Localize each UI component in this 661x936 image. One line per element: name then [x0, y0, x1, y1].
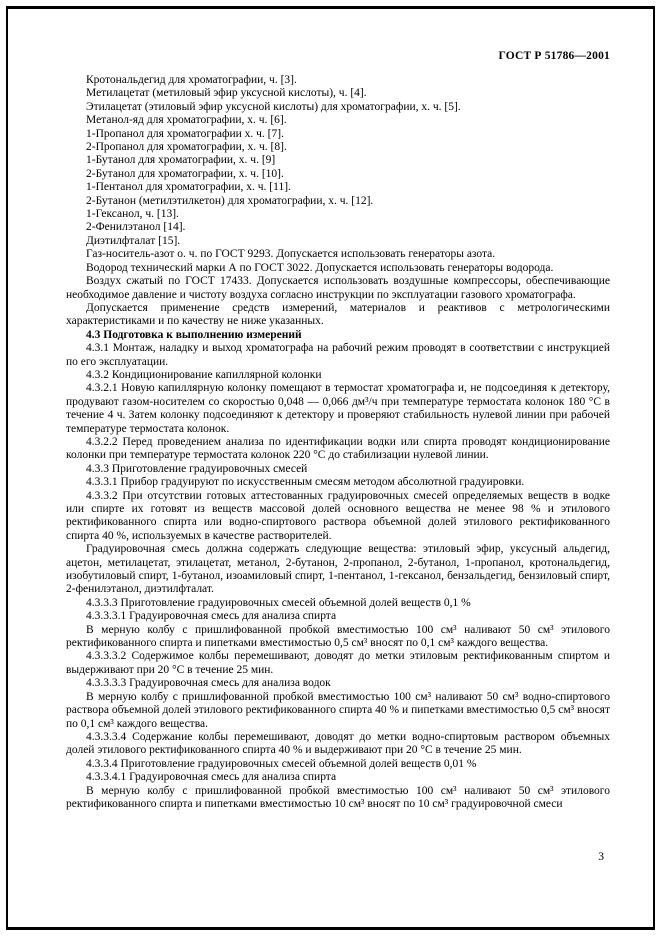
- paragraph: Воздух сжатый по ГОСТ 17433. Допускается использовать воздушные компрессоры, обеспечивающие необходимое давление и чистоту воздуха согласно инструкции по эксплуатации газового хроматографа.: [66, 275, 610, 301]
- paragraph: Водород технический марки А по ГОСТ 3022. Допускается использовать генераторы водорода.: [86, 261, 554, 274]
- paragraph: 1-Пентанол для хроматографии, х. ч. [11].: [86, 181, 291, 194]
- paragraph: Газ-носитель-азот о. ч. по ГОСТ 9293. Допускается использовать генераторы азота.: [86, 248, 496, 261]
- paragraph: 4.3.3.3 Приготовление градуировочных смесей объемной долей веществ 0,1 %: [86, 596, 471, 609]
- paragraph: В мерную колбу с пришлифованной пробкой вместимостью 100 см³ наливают 50 см³ этилового ректификованного спирта и пипетками вместимостью 10 см³ вносят по 10 см³ градуировочной смеси: [66, 784, 610, 810]
- paragraph: 2-Бутанон (метилэтилкетон) для хроматографии, х. ч. [12].: [86, 194, 374, 207]
- paragraph: 4.3.3.3.2 Содержимое колбы перемешивают, доводят до метки этиловым ректификованным спиртом и выдерживают при 20 °С в течение 25 мин.: [66, 650, 610, 676]
- paragraph: Метилацетат (метиловый эфир уксусной кислоты), ч. [4].: [86, 87, 367, 100]
- paragraph: Метанол-яд для хроматографии, х. ч. [6].: [86, 114, 287, 127]
- paragraph: 4.3.2.1 Новую капиллярную колонку помещают в термостат хроматографа и, не подсоединяя к детектору, продувают газом-носителем со скоростью 0,048 — 0,066 дм³/ч при температуре термостата колонок 180 °С в течение 4 ч. Затем колонку подсоединяют к детектору и проверяют стабильность нулевой линии при рабочей температуре термостата колонок.: [66, 382, 610, 435]
- paragraph: Кротональдегид для хроматографии, ч. [3].: [86, 74, 297, 86]
- section-heading: 4.3 Подготовка к выполнению измерений: [86, 328, 302, 341]
- paragraph: Диэтилфталат [15].: [86, 234, 181, 247]
- paragraph: Допускается применение средств измерений, материалов и реактивов с метрологическими характеристиками и по качеству не ниже указанных.: [66, 301, 610, 328]
- paragraph: В мерную колбу с пришлифованной пробкой вместимостью 100 см³ наливают 50 см³ этилового ректификованного спирта и пипетками вместимостью 0,5 см³ вносят по 0,1 см³ каждого вещества.: [66, 623, 610, 650]
- paragraph: В мерную колбу с пришлифованной пробкой вместимостью 100 см³ наливают 50 см³ водно-спиртового раствора объемной долей этилового ректификованного спирта 40 % и пипетками вместимостью 0,5 см³ вносят по 0,1 см³ каждого вещества.: [66, 690, 610, 730]
- paragraph: 1-Бутанол для хроматографии, х. ч. [9]: [86, 154, 276, 167]
- paragraph: 4.3.3.1 Прибор градуируют по искусственным смесям методом абсолютной градуировки.: [86, 476, 525, 489]
- paragraph: Этилацетат (этиловый эфир уксусной кислоты) для хроматографии, х. ч. [5].: [86, 100, 461, 113]
- paragraph: 4.3.2 Кондиционирование капиллярной колонки: [86, 368, 322, 381]
- page-number: 3: [598, 851, 604, 863]
- paragraph: 4.3.3.3.1 Градуировочная смесь для анализа спирта: [86, 610, 337, 623]
- paragraph: 4.3.1 Монтаж, наладку и выход хроматографа на рабочий режим проводят в соответствии с инструкцией по его эксплуатации.: [66, 342, 610, 368]
- document-body: [66, 74, 610, 811]
- paragraph: 4.3.3 Приготовление градуировочных смесей: [86, 462, 308, 475]
- paragraph: 1-Гексанол, ч. [13].: [86, 208, 179, 221]
- paragraph: 4.3.3.3.4 Содержание колбы перемешивают, доводят до метки водно-спиртовым раствором объемных долей этилового ректификованного спирта 40 % и выдерживают при 20 °С в течение 25 мин.: [66, 730, 610, 757]
- paragraph: 2-Фенилэтанол [14].: [86, 221, 186, 234]
- paragraph: 4.3.2.2 Перед проведением анализа по идентификации водки или спирта проводят кондиционирование колонки при температуре термостата колонок 220 °С до стабилизации нулевой линии.: [66, 435, 610, 462]
- document-header: ГОСТ Р 51786—2001: [498, 50, 610, 62]
- paragraph: 4.3.3.3.3 Градуировочная смесь для анализа водок: [86, 677, 331, 690]
- paragraph: 2-Бутанол для хроматографии, х. ч. [10].: [86, 167, 284, 180]
- paragraph: 4.3.3.2 При отсутствии готовых аттестованных градуировочных смесей определяемых веществ в водке или спирте их готовят из веществ массовой долей основного вещества не менее 98 % и этилового ректификованного спирта или водно-спиртового раствора объемной долей этилового ректификованного спирта 40 %, используемых в качестве растворителей.: [66, 489, 610, 542]
- paragraph: 2-Пропанол для хроматографии, х. ч. [8].: [86, 141, 287, 154]
- paragraph: 1-Пропанол для хроматографии х. ч. [7].: [86, 127, 284, 140]
- paragraph: 4.3.3.4.1 Градуировочная смесь для анализа спирта: [86, 771, 337, 784]
- paragraph: Градуировочная смесь должна содержать следующие вещества: этиловый эфир, уксусный альдегид, ацетон, метилацетат, этилацетат, метанол, 2-бутанон, 2-пропанол, 2-бутанол, 1-пропанол, кротональдегид, изобутиловый спирт, 1-бутанол, изоамиловый спирт, 1-пентанол, 1-гексанол, бензальдегид, бензиловый спирт, 2-фенилэтанол, диэтилфталат.: [66, 543, 610, 596]
- paragraph: 4.3.3.4 Приготовление градуировочных смесей объемной долей веществ 0,01 %: [86, 757, 477, 770]
